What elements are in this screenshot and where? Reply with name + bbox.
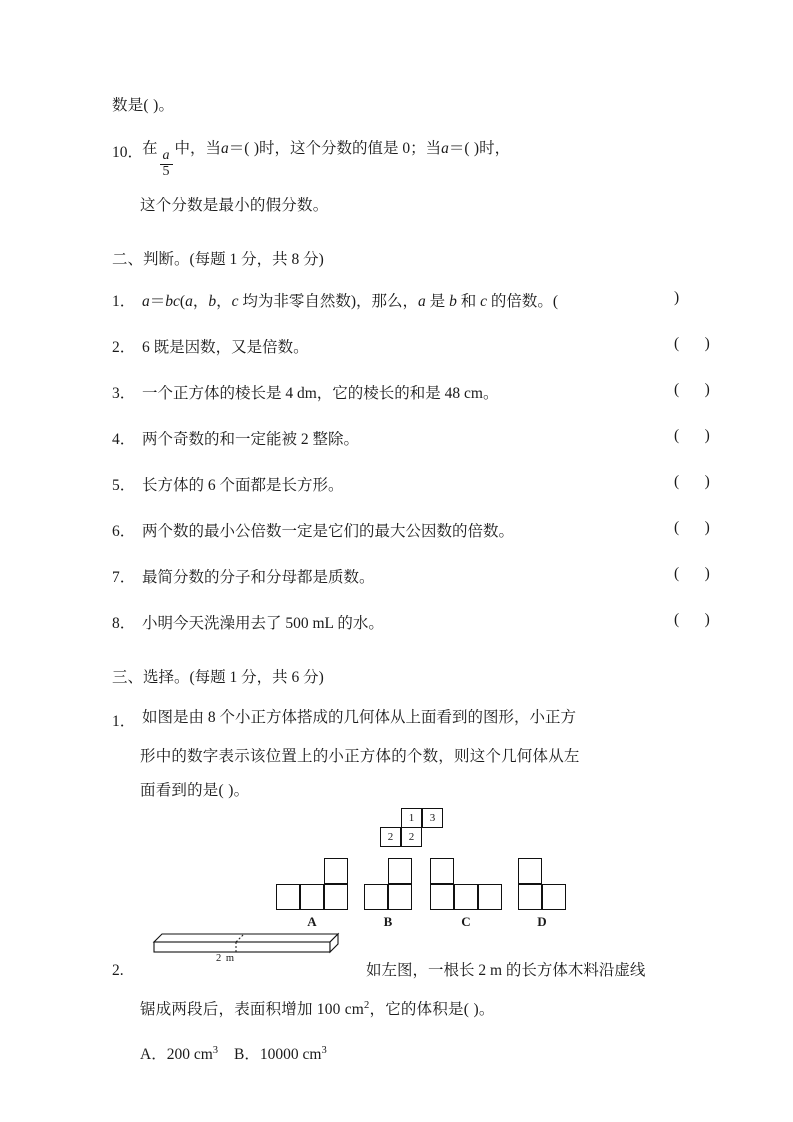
option-a-cell-c0r0 xyxy=(276,884,300,910)
option-figure-a[interactable] xyxy=(276,854,352,930)
tf-7-text: 最简分数的分子和分母都是质数。 xyxy=(142,569,375,587)
choice-2-option-b-label: B． xyxy=(234,1045,260,1063)
item10-eq2: ＝( xyxy=(448,139,470,157)
item10-line2: 这个分数是最小的假分数。 xyxy=(140,196,329,214)
tf-row-5 xyxy=(112,473,712,495)
tf-5-number: 5． xyxy=(112,477,136,495)
option-d-cell-c0r0 xyxy=(518,884,542,910)
item10-line1 xyxy=(112,140,682,180)
item10-body xyxy=(142,140,682,180)
choice-2-options xyxy=(140,1042,682,1064)
option-a-cell-c1r0 xyxy=(300,884,324,910)
choice-2-line2 xyxy=(140,999,682,1019)
fraction-a-over-5 xyxy=(160,149,173,179)
choice-2-option-a[interactable] xyxy=(140,1046,218,1063)
choice-1-line3 xyxy=(140,783,682,799)
option-c-cell-c0r0 xyxy=(430,884,454,910)
item10-number: 10． xyxy=(112,143,144,161)
choice-2-line2-b: ，它的体积是( xyxy=(369,1001,470,1019)
choice-1-first-line xyxy=(112,709,682,731)
choice-1-line3-end: )。 xyxy=(228,781,250,799)
item10-seg3: )时，这个分数的值是 0；当 xyxy=(253,139,442,157)
option-c-cell-c0r1 xyxy=(430,858,454,884)
choice-1-line2: 形中的数字表示该位置上的小正方体的个数，则这个几何体从左 xyxy=(140,748,580,766)
choice-1-line1: 如图是由 8 个小正方体搭成的几何体从上面看到的图形，小正方 xyxy=(142,709,577,727)
choice-2-option-a-value: 200 cm xyxy=(166,1045,213,1063)
choice-question-1 xyxy=(112,709,682,798)
tf-2-answer-paren[interactable]: ( ) xyxy=(674,335,712,353)
option-c-cell-c2r0 xyxy=(478,884,502,910)
fill-in-tail-row xyxy=(112,98,682,114)
top-view-cell-r1c0: 2 xyxy=(380,827,401,847)
option-b-cell-c0r0 xyxy=(364,884,388,910)
tf-6-text: 两个数的最小公倍数一定是它们的最大公因数的倍数。 xyxy=(142,523,515,541)
tf-8-text: 小明今天洗澡用去了 500 mL 的水。 xyxy=(142,615,384,633)
fill-in-tail-text xyxy=(112,98,682,114)
tf-1-text: a＝bc(a，b，c 均为非零自然数)，那么，a 是 b 和 c 的倍数。( xyxy=(142,293,559,311)
tf-6-answer-paren[interactable]: ( ) xyxy=(674,519,712,537)
tf-3-number: 3． xyxy=(112,385,136,403)
item10-seg2: 中，当 xyxy=(174,139,222,157)
option-c-cell-c1r0 xyxy=(454,884,478,910)
tf-7-answer-paren[interactable]: ( ) xyxy=(674,565,712,583)
option-d-label: D xyxy=(537,914,547,930)
tf-8-answer-paren[interactable]: ( ) xyxy=(674,611,712,629)
tf-row-7 xyxy=(112,565,712,587)
top-view-grid-figure xyxy=(380,808,456,850)
tf-1-number: 1． xyxy=(112,293,136,311)
fill-in-tail-before: 数是( xyxy=(112,97,149,114)
top-view-cell-r1c1: 2 xyxy=(401,827,422,847)
option-c-label: C xyxy=(461,914,471,930)
option-b-cell-c1r0 xyxy=(388,884,412,910)
section-2-heading: 二、判断。(每题 1 分，共 8 分) xyxy=(112,251,324,269)
choice-2-first-line xyxy=(112,948,682,982)
tf-7-number: 7． xyxy=(112,569,136,587)
tf-4-answer-paren[interactable]: ( ) xyxy=(674,427,712,445)
tf-5-text: 长方体的 6 个面都是长方形。 xyxy=(142,477,344,495)
tf-row-2 xyxy=(112,335,712,357)
tf-row-1 xyxy=(112,289,682,311)
choice-1-line3-text: 面看到的是( xyxy=(140,781,224,799)
choice-question-2 xyxy=(112,948,682,1018)
option-figure-c[interactable] xyxy=(430,854,506,930)
choice-1-options-figures xyxy=(112,854,682,932)
question-item-10 xyxy=(112,140,682,214)
tf-3-text: 一个正方体的棱长是 4 dm，它的棱长的和是 48 cm。 xyxy=(142,385,499,403)
option-a-cell-c2r1 xyxy=(324,858,348,884)
choice-1-number: 1． xyxy=(112,713,136,731)
choice-2-line1: 如左图，一根长 2 m 的长方体木料沿虚线 xyxy=(366,962,646,980)
board-length-label: 2 m xyxy=(216,953,236,965)
tf-2-text: 6 既是因数，又是倍数。 xyxy=(142,339,309,357)
tf-1-paren-close: ) xyxy=(674,289,682,307)
choice-2-number: 2. xyxy=(112,962,124,980)
tf-row-3 xyxy=(112,381,712,403)
option-b-label: B xyxy=(383,914,393,930)
choice-2-option-b-value: 10000 cm xyxy=(259,1045,322,1063)
tf-5-answer-paren[interactable]: ( ) xyxy=(674,473,712,491)
wooden-board-figure xyxy=(142,932,342,972)
choice-2-exponent: 2 xyxy=(364,999,370,1011)
fraction-denominator: 5 xyxy=(160,164,173,180)
top-view-cell-r0c1: 1 xyxy=(401,808,422,828)
tf-2-number: 2． xyxy=(112,339,136,357)
tf-8-number: 8． xyxy=(112,615,136,633)
choice-2-line2-a: 锯成两段后，表面积增加 100 cm xyxy=(140,1001,365,1019)
tf-3-answer-paren[interactable]: ( ) xyxy=(674,381,712,399)
option-d-cell-c1r0 xyxy=(542,884,566,910)
tf-row-4 xyxy=(112,427,712,449)
item10-eq1: ＝( xyxy=(228,139,250,157)
choice-2-option-b-exp: 3 xyxy=(321,1044,327,1056)
tf-4-number: 4． xyxy=(112,431,136,449)
choice-2-option-a-exp: 3 xyxy=(212,1044,219,1056)
fill-in-tail-after: )。 xyxy=(153,97,175,114)
option-figure-d[interactable] xyxy=(518,854,570,930)
choice-2-option-b[interactable] xyxy=(234,1046,327,1063)
item10-seg4: )时， xyxy=(473,139,511,157)
fraction-numerator: a xyxy=(162,148,170,164)
tf-1-answer-paren[interactable] xyxy=(674,289,734,307)
choice-2-line2-c: )。 xyxy=(473,1001,495,1019)
tf-row-6 xyxy=(112,519,712,541)
tf-4-text: 两个奇数的和一定能被 2 整除。 xyxy=(142,431,360,449)
item10-var2: a xyxy=(441,139,449,157)
item10-seg1: 在 xyxy=(142,139,158,157)
item10-var1: a xyxy=(221,139,229,157)
option-a-cell-c2r0 xyxy=(324,884,348,910)
board-svg xyxy=(142,932,342,966)
option-b-cell-c1r1 xyxy=(388,858,412,884)
section-3-heading: 三、选择。(每题 1 分，共 6 分) xyxy=(112,669,324,687)
option-figure-b[interactable] xyxy=(364,854,416,930)
tf-row-8 xyxy=(112,611,712,633)
page-content xyxy=(112,97,712,1064)
tf-6-number: 6． xyxy=(112,523,136,541)
option-d-cell-c0r1 xyxy=(518,858,542,884)
top-view-cell-r0c2: 3 xyxy=(422,808,443,828)
choice-2-option-a-label: A． xyxy=(140,1045,167,1063)
option-a-label: A xyxy=(307,914,317,930)
